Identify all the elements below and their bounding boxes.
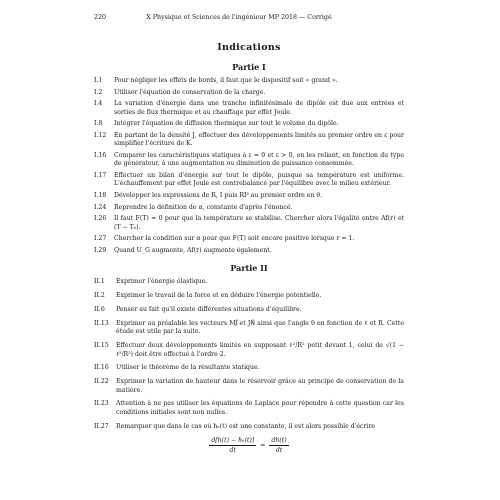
hint-number: I.1: [94, 77, 103, 84]
hint-text: Exprimer la variation de hauteur dans le réservoir grâce au principe de conservation de la matière.: [116, 378, 404, 394]
hint-number: I.2: [94, 88, 103, 96]
hint-number: II.2: [94, 292, 105, 300]
part-1-list: [94, 77, 404, 255]
hint-text: Développer les expressions de R, I puis RI² au premier ordre en θ.: [114, 192, 323, 199]
formula-lhs-fraction: [209, 437, 256, 454]
formula-equals-sign: =: [260, 441, 266, 449]
hint-item: [94, 292, 404, 300]
hint-item: [94, 204, 404, 212]
hint-number: I.29: [94, 247, 107, 255]
hint-number: I.16: [94, 152, 107, 160]
hint-text: Penser au fait qu'il existe différentes situations d'équilibre.: [116, 306, 302, 314]
hint-item: [94, 192, 404, 200]
hint-number: I.17: [94, 172, 107, 180]
hint-item: [94, 247, 404, 255]
hint-item: [94, 120, 404, 128]
hint-item: [94, 320, 404, 337]
hint-number: I.18: [94, 192, 107, 199]
hint-item: [94, 100, 404, 117]
hint-item: [94, 400, 404, 417]
hint-number: II.13: [94, 320, 109, 328]
hint-text: Effectuer deux développements limités en supposant ℓ²/R² petit devant 1, celui de √(1 − ℓ²/R²) doit être effectué à l'ordre 2.: [116, 342, 404, 358]
hint-number: I.12: [94, 132, 107, 140]
hint-text: Chercher la condition sur α pour que F(T) soit encore positive lorsque r = 1.: [114, 235, 355, 243]
hint-text: Quand U_G augmente, Af(r) augmente également.: [114, 247, 272, 255]
formula-lhs-denominator: dt: [229, 446, 236, 454]
hint-item: [94, 89, 404, 97]
hint-item: [94, 152, 404, 169]
hint-number: II.6: [94, 306, 105, 314]
hint-number: II.22: [94, 378, 109, 386]
running-header: [94, 13, 404, 22]
formula-lhs-numerator: d[h(t) − hₑ(t)]: [211, 436, 255, 444]
hint-text: Pour négliger les effets de bords, il faut que le dispositif soit « grand ».: [114, 77, 338, 84]
part-2-list: [94, 278, 404, 431]
hint-item: [94, 423, 404, 431]
hint-number: II.23: [94, 400, 109, 408]
hint-number: II.1: [94, 278, 105, 286]
hint-text: Exprimer l'énergie élastique.: [116, 278, 208, 286]
hint-number: I.4: [94, 100, 103, 108]
hint-number: I.27: [94, 235, 107, 243]
hint-number: II.27: [94, 422, 109, 430]
hint-text: La variation d'énergie dans une tranche infinitésimale de dipôle est due aux entrées et sorties de flux thermique et au chauffage par effet Joule.: [114, 100, 404, 116]
hint-text: En partant de la densité J, effectuer des développements limités au premier ordre en ε pour simplifier l'écriture de K.: [114, 132, 404, 148]
hint-item: [94, 77, 404, 85]
hint-item: [94, 215, 404, 232]
hint-text: Effectuer un bilan d'énergie sur tout le dipôle, puisque sa température est uniforme. L'échauffement par effet Joule est contrebalancé par l'équilibre avec le milieu extérieur.: [114, 172, 404, 188]
formula-rhs-denominator: dt: [275, 446, 283, 454]
hint-item: [94, 132, 404, 149]
hint-item: [94, 306, 404, 314]
formula-rhs-fraction: [269, 437, 288, 454]
hint-number: II.16: [94, 364, 109, 372]
hint-text: Reprendre la définition de α, constante d'après l'énoncé.: [114, 203, 293, 211]
hint-number: I.26: [94, 215, 107, 223]
part-2-heading: Partie II: [230, 263, 268, 274]
hint-text: Comparer les caractéristiques statiques à ε = 0 et ε > 0, en les reliant, en fonction du type de générateur, à une augmentation ou diminution de puissance consommée.: [114, 152, 404, 168]
hint-text: Exprimer au préalable les vecteurs MJ⃗ et JN⃗ ainsi que l'angle θ en fonction de ℓ et R. Cette étude est utile par la suite.: [116, 320, 404, 336]
hint-number: II.15: [94, 342, 109, 350]
derivative-formula: [94, 437, 404, 454]
hint-item: [94, 364, 404, 372]
hint-text: Exprimer le travail de la force et en déduire l'énergie potentielle.: [116, 292, 322, 300]
hint-text: Remarquer que dans le cas où hₑ(t) est une constante, il est alors possible d'écrire: [116, 422, 376, 430]
page-title: Indications: [217, 42, 281, 53]
hint-number: I.8: [94, 120, 103, 128]
hint-number: I.24: [94, 203, 107, 211]
formula-rhs-numerator: dh(t): [271, 436, 287, 444]
hint-text: Il faut F(T) = 0 pour que la température se stabilise. Chercher alors l'égalité entre Af(r) et (T − Tₑ).: [114, 215, 404, 231]
part-1-heading: Partie I: [232, 62, 266, 72]
hint-item: [94, 235, 404, 243]
running-title: X Physique et Sciences de l'ingénieur MP 2018 — Corrigé: [146, 14, 332, 21]
hint-text: Utiliser l'équation de conservation de la charge.: [114, 88, 266, 96]
hint-text: Intégrer l'équation de diffusion thermique sur tout le volume du dipôle.: [114, 120, 339, 128]
hint-text: Attention à ne pas utiliser les équations de Laplace pour répondre à cette question car les conditions initiales sont non nulles.: [116, 400, 404, 416]
hint-item: [94, 278, 404, 286]
hint-text: Utiliser le théorème de la résultante statique.: [116, 364, 260, 372]
hint-item: [94, 378, 404, 395]
page-number: 220: [94, 14, 107, 21]
hint-item: [94, 342, 404, 359]
hint-item: [94, 172, 404, 189]
